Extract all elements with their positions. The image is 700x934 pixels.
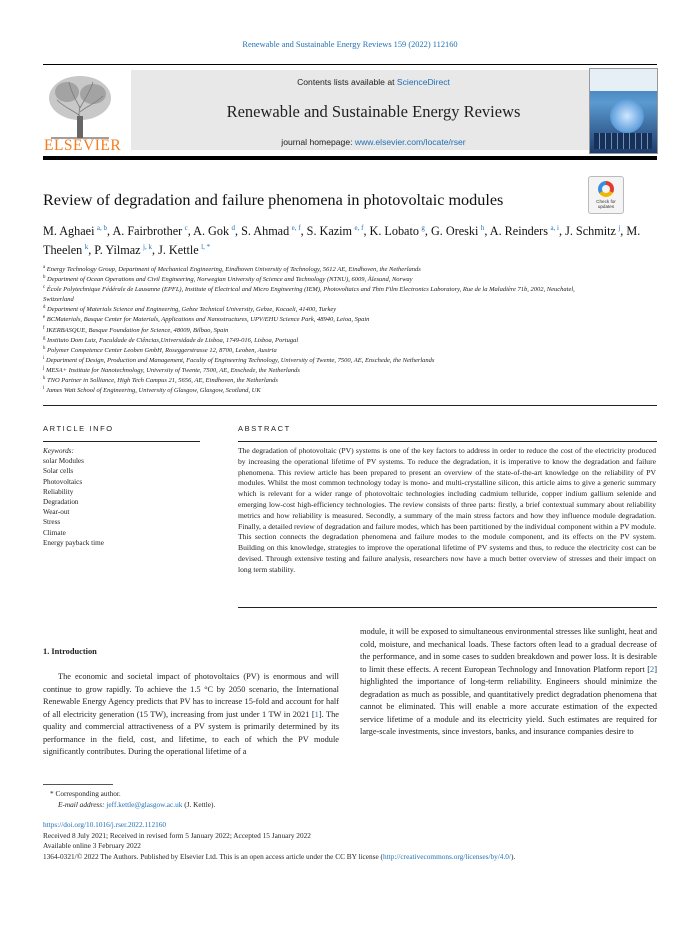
author-name[interactable]: A. Reinders (489, 224, 548, 238)
affiliation-text: École Polytechnique Fédérale de Lausanne (EPFL), Institute of Electrical and Micro Engineering (IEM), Photovoltaics and Thin Film Electronics Laboratory, Rue de la Maladière 71b, 2002, Neuchatel, Switzerland (43, 286, 575, 304)
author-affiliation-marker[interactable]: e, f (354, 223, 364, 232)
contents-line (131, 77, 616, 87)
intro-text-part3: module, it will be exposed to simultaneous environmental stresses like sunlight, heat and cold, moisture, and mechanical loads. These factors often lead to a gradual decrease of the performance, and in some cases to sudden breakdown and power loss. It is desirable to limit these effects. A recent European Technology and Innovation Platform report [ (360, 627, 657, 674)
abstract-heading: ABSTRACT (238, 424, 291, 433)
email-link[interactable]: jeff.kettle@glasgow.ac.uk (106, 800, 183, 809)
keyword-item: Stress (43, 518, 61, 527)
intro-text-part1: The economic and societal impact of photovoltaics (PV) is enormous and will continue to grow rapidly. To achieve the 1.5 °C by 2050 scenario, the International Renewable Energy Agency predicts that PV has to increase 15-fold and account for half of all electricity generation (15 TW), increasing from just under 1 TW in 2021 [ (43, 672, 339, 719)
footnote-rule (43, 784, 113, 785)
article-title: Review of degradation and failure phenomena in photovoltaic modules (43, 191, 504, 209)
journal-header (43, 64, 657, 159)
cover-title-band (590, 69, 657, 91)
email-label: E-mail address: (58, 800, 105, 809)
keywords-heading: Keywords: (43, 447, 74, 455)
author-affiliation-marker[interactable]: k (84, 242, 89, 251)
affiliation-key: k (43, 375, 46, 381)
author-list: M. Aghaei $^{a, b}$, A. Fairbrother $^c$, A. Gok $^d$, S. Ahmad $^{e, f}$, S. Kazim $^{e, f}$, K. Lobato $^g$, G. Oreski $^h$, A. Reinders $^{a, i}$, J. Schmitz $^j$, M. Theelen $^k$, P. Yilmaz $^{j, k}$, J. Kettle $^{l, *}$ (43, 223, 641, 257)
affiliation-item (43, 305, 603, 315)
reference-link-2[interactable]: 2 (650, 664, 655, 674)
author-entry[interactable] (112, 224, 187, 238)
doi-link[interactable]: https://doi.org/10.1016/j.rser.2022.112160 (43, 820, 167, 829)
author-entry[interactable] (565, 224, 620, 238)
abstract-rule (238, 441, 657, 442)
keywords-list (43, 456, 203, 548)
affiliation-text: IKERBASQUE, Basque Foundation for Science, 48009, Bilbao, Spain (46, 326, 229, 334)
affiliation-text: BCMaterials, Basque Center for Materials, Applications and Nanostructures, UPV/EHU Science Park, 48940, Leioa, Spain (46, 316, 370, 324)
author-name[interactable]: M. Aghaei (43, 224, 95, 238)
reference-link-1[interactable]: 1 (314, 709, 319, 719)
affiliation-text: TNO Partner in Solliance, High Tech Campus 21, 5656, AE, Eindhoven, the Netherlands (47, 377, 278, 385)
author-affiliation-marker[interactable]: j, k (143, 242, 152, 251)
cover-sun-graphic (610, 99, 644, 133)
author-affiliation-marker[interactable]: h (480, 223, 485, 232)
article-info-heading: ARTICLE INFO (43, 424, 114, 433)
license-prefix: 1364-0321/© 2022 The Authors. Published by Elsevier Ltd. This is an open access article under the CC BY license ( (43, 852, 383, 862)
affiliation-text: Department of Ocean Operations and Civil Engineering, Norwegian University of Science and Technology (NTNU), 6009, Ålesund, Norway (47, 276, 413, 284)
keyword-item: Reliability (43, 487, 74, 496)
sciencedirect-link[interactable]: ScienceDirect (396, 77, 450, 87)
contents-prefix: Contents lists available at (297, 77, 397, 87)
affiliation-text: Instituto Dom Luiz, Faculdade de Ciências,Universidade de Lisboa, 1749-016, Lisboa, Portugal (47, 336, 299, 344)
header-divider (43, 405, 657, 406)
keyword-item: Degradation (43, 498, 79, 507)
author-name[interactable]: S. Ahmad (241, 224, 290, 238)
homepage-line (131, 137, 616, 147)
journal-homepage-link[interactable]: www.elsevier.com/locate/rser (354, 137, 466, 147)
affiliation-key: b (43, 274, 46, 280)
author-name[interactable]: J. Schmitz (565, 224, 616, 238)
author-affiliation-marker[interactable]: c (184, 223, 188, 232)
abstract-bottom-rule (238, 607, 657, 608)
author-name[interactable]: S. Kazim (306, 224, 353, 238)
crossmark-icon (598, 181, 614, 197)
affiliation-text: Energy Technology Group, Department of Mechanical Engineering, Eindhoven University of Technology, 5612 AE, Eindhoven, the Netherlands (46, 266, 421, 273)
author-affiliation-marker[interactable]: a, b (96, 223, 108, 232)
affiliation-key: j (43, 365, 45, 371)
intro-text-part4: ] highlighted the importance of long-term reliability. Engineers should minimize the degradation as much as possible, and quantitatively predict degradation phenomena that cannot be eliminated. This will enable a more accurate estimation of the expected service lifetime of a module and its electricity yield. Such estimates are required for large-scale investments, since investors, banks, and insurance companies desire to (360, 664, 657, 737)
affiliation-text: Department of Materials Science and Engineering, Gebze Technical University, Gebze, Kocaeli, 41400, Turkey (47, 306, 337, 314)
keyword-item: Solar cells (43, 467, 74, 476)
author-entry[interactable] (490, 224, 559, 238)
keyword-item: Wear-out (43, 508, 70, 517)
journal-title: Renewable and Sustainable Energy Reviews (226, 102, 521, 121)
header-bottom-rule (43, 156, 657, 160)
keyword-item: solar Modules (43, 457, 84, 466)
license-suffix: ). (510, 852, 516, 862)
affiliation-key: e (43, 315, 46, 321)
check-for-updates-button[interactable] (588, 176, 624, 214)
affiliation-text: James Watt School of Engineering, University of Glasgow, Glasgow, Scotland, UK (45, 387, 261, 395)
affiliation-text: Department of Design, Production and Management, Faculty of Engineering Technology, University of Twente, 7500, AE, Enschede, the Netherlands (45, 356, 435, 364)
keywords-block (43, 446, 203, 548)
author-entry[interactable] (241, 224, 300, 238)
journal-citation-link[interactable]: Renewable and Sustainable Energy Reviews 159 (2022) 112160 (242, 40, 458, 49)
affiliation-key: i (43, 355, 45, 361)
email-line (50, 799, 215, 810)
corresponding-author-text: Corresponding author. (55, 789, 121, 798)
author-affiliation-marker[interactable]: g (421, 223, 425, 232)
author-name[interactable]: K. Lobato (369, 224, 419, 238)
intro-left-column (43, 671, 339, 759)
author-name[interactable]: A. Gok (193, 224, 230, 238)
cover-solar-panel-graphic (594, 133, 652, 149)
affiliation-item (43, 346, 603, 356)
affiliation-item (43, 376, 603, 386)
available-online: Available online 3 February 2022 (43, 841, 141, 851)
keyword-item: Photovoltaics (43, 477, 83, 486)
author-name[interactable]: J. Kettle (158, 243, 199, 257)
affiliation-item (43, 285, 603, 305)
author-affiliation-marker[interactable]: l, * (201, 242, 211, 251)
affiliation-item (43, 336, 603, 346)
author-name[interactable]: A. Fairbrother (112, 224, 183, 238)
corresponding-author-note: * Corresponding author. (50, 789, 121, 798)
check-updates-label: Check for updates (596, 199, 616, 209)
affiliation-item (43, 275, 603, 285)
affiliation-key: f (43, 325, 45, 331)
affiliation-key: d (43, 305, 46, 311)
affiliation-text: Polymer Competence Center Leoben GmbH, Roseggerstrasse 12, 8700, Leoben, Austria (47, 346, 277, 354)
author-entry[interactable] (94, 243, 152, 257)
affiliation-key: h (43, 345, 46, 351)
header-top-rule (43, 64, 657, 65)
license-link[interactable]: http://creativecommons.org/licenses/by/4.0/ (383, 852, 511, 862)
email-suffix: (J. Kettle). (184, 800, 216, 809)
affiliation-list (43, 265, 603, 396)
journal-cover-image (589, 68, 658, 154)
affiliation-text: MESA+ Institute for Nanotechnology, University of Twente, 7500, AE, Enschede, the Netherlands (45, 366, 300, 374)
article-metadata (43, 820, 663, 863)
elsevier-wordmark: ELSEVIER (44, 137, 122, 154)
introduction-heading: 1. Introduction (43, 647, 97, 656)
journal-banner (131, 70, 616, 150)
footnote (50, 788, 215, 810)
received-dates: Received 8 July 2021; Received in revised form 5 January 2022; Accepted 15 January 2022 (43, 830, 311, 840)
affiliation-key: c (43, 285, 46, 291)
author-affiliation-marker[interactable]: a, i (550, 223, 559, 232)
article-info-rule (43, 441, 200, 442)
affiliation-item (43, 386, 603, 396)
abstract-text: The degradation of photovoltaic (PV) systems is one of the key factors to address in order to reduce the cost of the electricity produced by increasing the operational lifetime of PV systems. To reduce the degradation, it is imperative to know the degradation and failure phenomena. This review article has been prepared to present an overview of the state-of-the-art knowledge on the reliability of PV modules. Whilst the most common technology today is mono- and multi-crystalline silicon, this article aims to give a generic summary which is relevant for a wider range of photovoltaic technologies including cadmium telluride, copper indium gallium selenide and emerging low-cost high-efficiency technologies. The review consists of three parts: firstly, a brief contextual summary about reliability metrics and how reliability is measured. Secondly, a summary of the main stress factors and how they influence module degradation. Finally, a detailed review of degradation and failure modes, which has been partitioned by the individual component within a PV module. This section connects the degradation phenomena and failure modes to the module component, and its effects on the PV system. Building on this knowledge, strategies to improve the operational lifetime of PV systems and thus, to reduce the electricity cost can be devised. Through extensive testing and failure analysis, researchers now have a much better overview of stresses and their impact on long term stability. (238, 446, 656, 574)
affiliation-item (43, 356, 603, 366)
affiliation-item (43, 326, 603, 336)
author-affiliation-marker[interactable]: e, f (291, 223, 301, 232)
author-name[interactable]: P. Yilmaz (94, 243, 141, 257)
keyword-item: Climate (43, 528, 66, 537)
affiliation-key: a (43, 264, 46, 270)
homepage-prefix: journal homepage: (281, 137, 355, 147)
author-entry[interactable] (307, 224, 364, 238)
author-entry[interactable] (370, 224, 425, 238)
affiliation-item (43, 366, 603, 376)
author-entry[interactable] (158, 243, 210, 257)
keyword-item: Energy payback time (43, 538, 104, 547)
affiliation-item (43, 315, 603, 325)
affiliation-key: l (43, 385, 45, 391)
author-entry[interactable] (43, 224, 107, 238)
author-affiliation-marker[interactable]: j (618, 223, 621, 232)
author-name[interactable]: M. Theelen (43, 224, 641, 257)
author-entry[interactable] (431, 224, 484, 238)
intro-right-column (360, 626, 657, 739)
affiliation-item (43, 265, 603, 275)
intro-text-part2: ]. The quality and commercial attractiveness of a PV system is primarily determined by its performance in the field, cost, and lifetime, to each of which the PV module significantly contributes. During the operational lifetime of a (43, 709, 339, 757)
author-name[interactable]: G. Oreski (431, 224, 479, 238)
license-line (43, 852, 663, 863)
author-entry[interactable] (193, 224, 235, 238)
affiliation-key: g (43, 335, 46, 341)
author-affiliation-marker[interactable]: d (231, 223, 235, 232)
